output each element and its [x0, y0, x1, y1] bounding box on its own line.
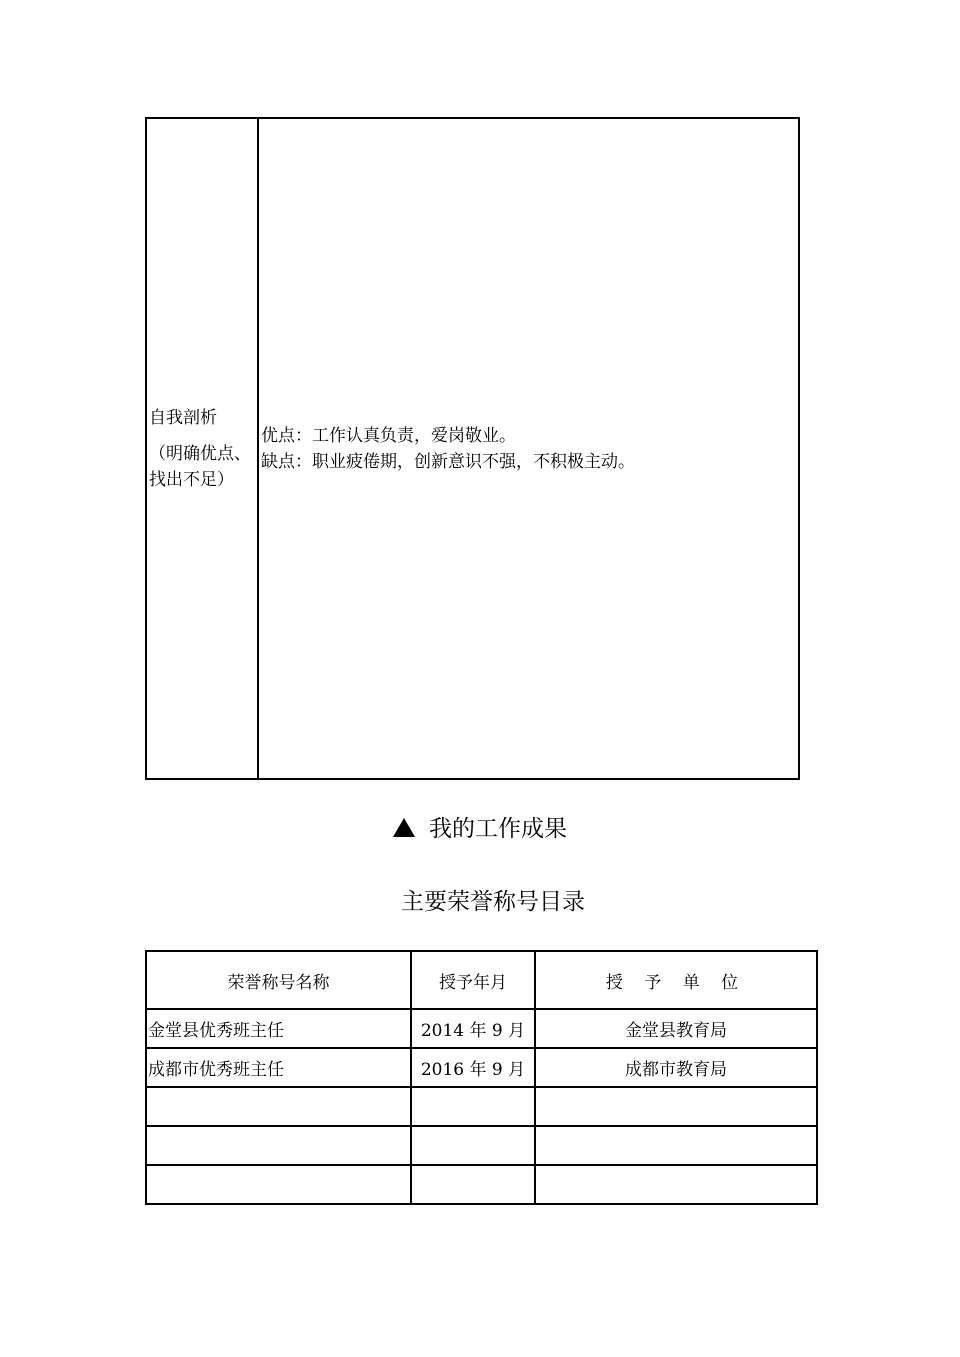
awarding-unit-cell: 成都市教育局 — [535, 1048, 817, 1087]
honor-name-cell — [146, 1087, 411, 1126]
award-date-cell — [411, 1165, 535, 1204]
self-analysis-content-cell — [258, 118, 799, 779]
honor-table-header-row — [146, 951, 817, 1009]
header-awarding-unit: 授 予 单 位 — [535, 951, 817, 1009]
header-award-date: 授予年月 — [411, 951, 535, 1009]
award-date-cell — [411, 1087, 535, 1126]
table-row — [146, 1009, 817, 1048]
awarding-unit-cell — [535, 1087, 817, 1126]
honor-name-cell: 金堂县优秀班主任 — [146, 1009, 411, 1048]
triangle-bullet-icon — [393, 818, 415, 837]
awarding-unit-cell — [535, 1126, 817, 1165]
self-analysis-label: 自我剖析 — [149, 407, 217, 428]
table-row — [146, 1048, 817, 1087]
awarding-unit-cell — [535, 1165, 817, 1204]
award-date-cell — [411, 1126, 535, 1165]
award-date-cell: 2016 年 9 月 — [411, 1048, 535, 1087]
table-row — [146, 1165, 817, 1204]
self-analysis-sublabel: （明确优点、找出不足） — [149, 443, 251, 490]
self-analysis-label-cell — [146, 118, 258, 779]
honor-name-cell — [146, 1126, 411, 1165]
honor-name-cell — [146, 1165, 411, 1204]
self-analysis-table — [145, 117, 800, 780]
award-date-cell: 2014 年 9 月 — [411, 1009, 535, 1048]
awarding-unit-cell: 金堂县教育局 — [535, 1009, 817, 1048]
honor-name-cell: 成都市优秀班主任 — [146, 1048, 411, 1087]
honor-table — [145, 950, 818, 1205]
section-heading — [0, 812, 960, 846]
strengths-text: 优点：工作认真负责，爱岗敬业。 — [261, 425, 516, 446]
weaknesses-text: 缺点：职业疲倦期，创新意识不强，不积极主动。 — [261, 451, 635, 472]
header-honor-name: 荣誉称号名称 — [146, 951, 411, 1009]
table-row — [146, 1087, 817, 1126]
section-heading-text: 我的工作成果 — [429, 816, 567, 842]
honor-list-title: 主要荣誉称号目录 — [401, 889, 585, 915]
table-row — [146, 1126, 817, 1165]
